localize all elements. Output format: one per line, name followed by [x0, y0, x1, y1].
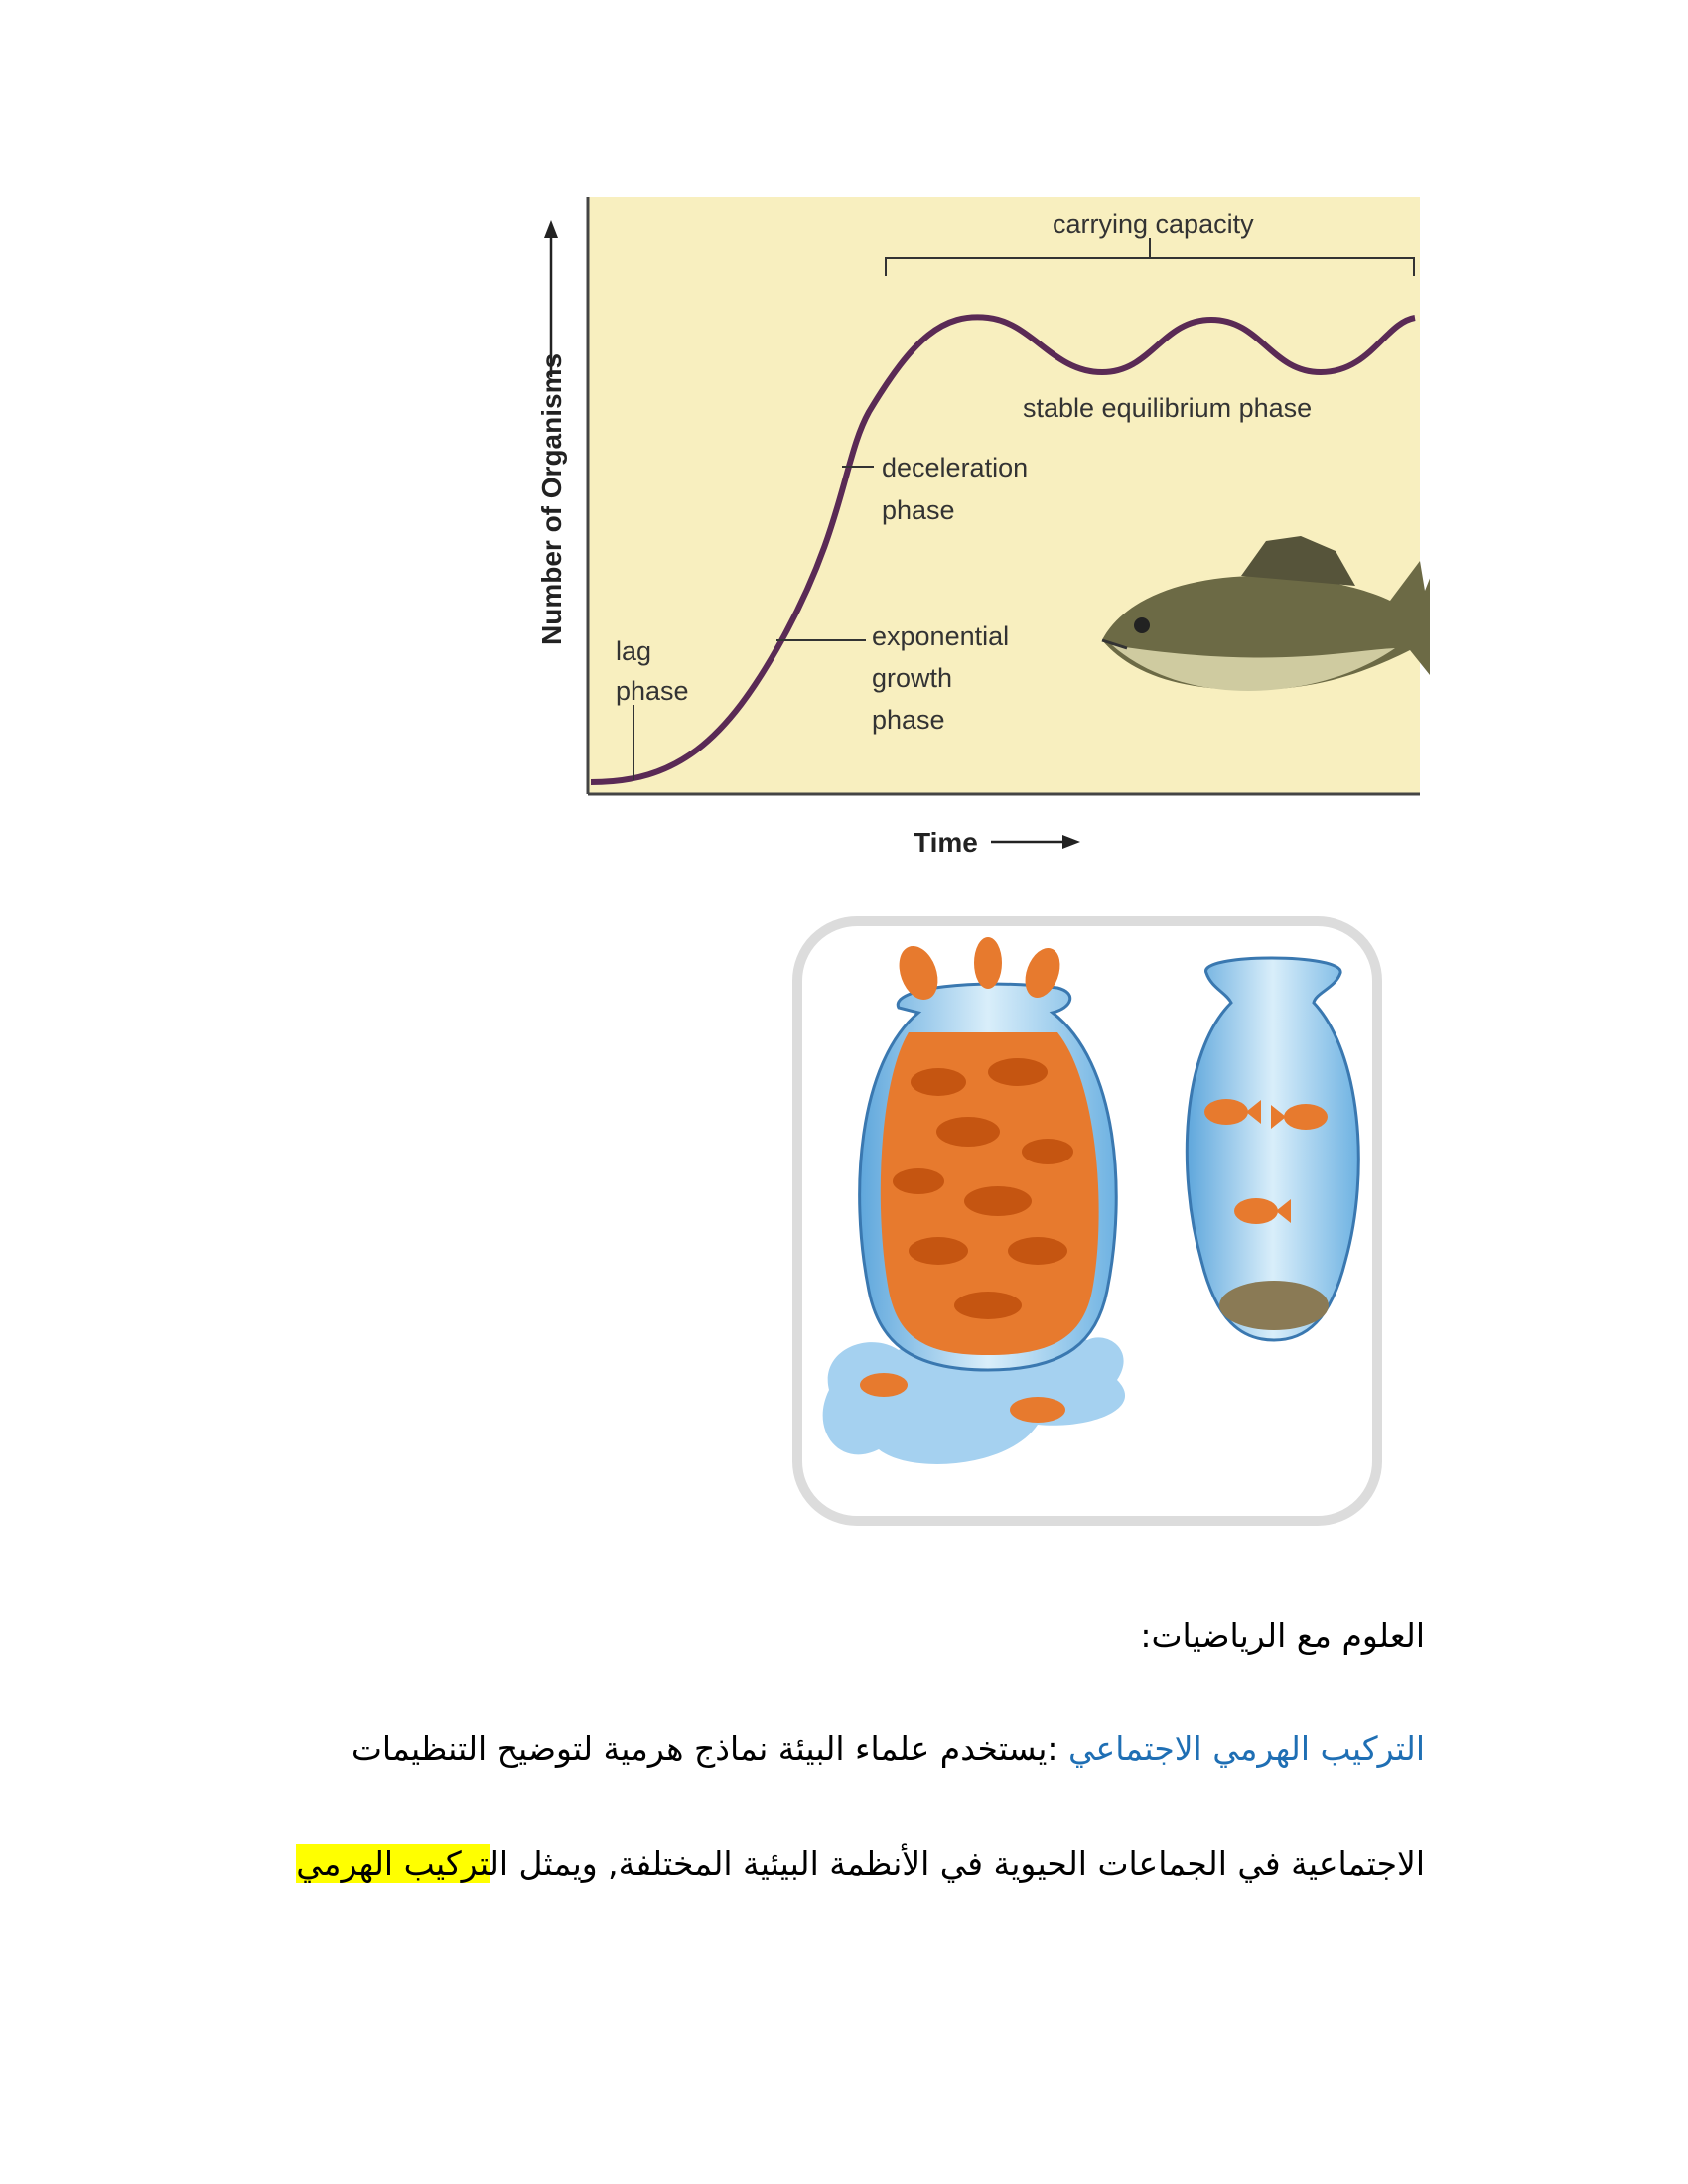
x-axis-label-group — [914, 827, 1080, 858]
term-social-hierarchy: التركيب الهرمي الاجتماعي — [1068, 1729, 1425, 1768]
label-deceleration-2: phase — [882, 495, 955, 525]
x-axis-label: Time — [914, 827, 978, 858]
section-heading: العلوم مع الرياضيات: — [1140, 1616, 1425, 1655]
x-axis-arrowhead-icon — [1062, 835, 1080, 849]
plot-background — [588, 197, 1420, 794]
y-axis-label: Number of Organisms — [536, 352, 567, 645]
label-exponential-1: exponential — [872, 621, 1010, 651]
label-stable-equilibrium-phase: stable equilibrium phase — [1023, 393, 1313, 423]
label-exponential-3: phase — [872, 705, 945, 735]
y-axis-label-group — [536, 220, 567, 645]
label-lag-1: lag — [616, 636, 652, 666]
highlighted-term: تركيب الهرمي — [296, 1844, 490, 1883]
label-exponential-2: growth — [872, 663, 953, 693]
label-deceleration-1: deceleration — [882, 453, 1029, 482]
line2-text: الاجتماعية في الجماعات الحيوية في الأنظمة البيئية المختلفة, ويمثل ال — [489, 1844, 1425, 1883]
paragraph-line-1 — [352, 1729, 1425, 1768]
paragraph-line-2 — [296, 1844, 1425, 1883]
label-lag-2: phase — [616, 676, 689, 706]
goldfish-jars-figure — [789, 913, 1385, 1529]
line1-text: :يستخدم علماء البيئة نماذج هرمية لتوضيح التنظيمات — [351, 1729, 1069, 1768]
label-carrying-capacity: carrying capacity — [1053, 209, 1254, 239]
population-growth-figure — [516, 189, 1430, 874]
y-axis-arrowhead-icon — [544, 220, 558, 238]
